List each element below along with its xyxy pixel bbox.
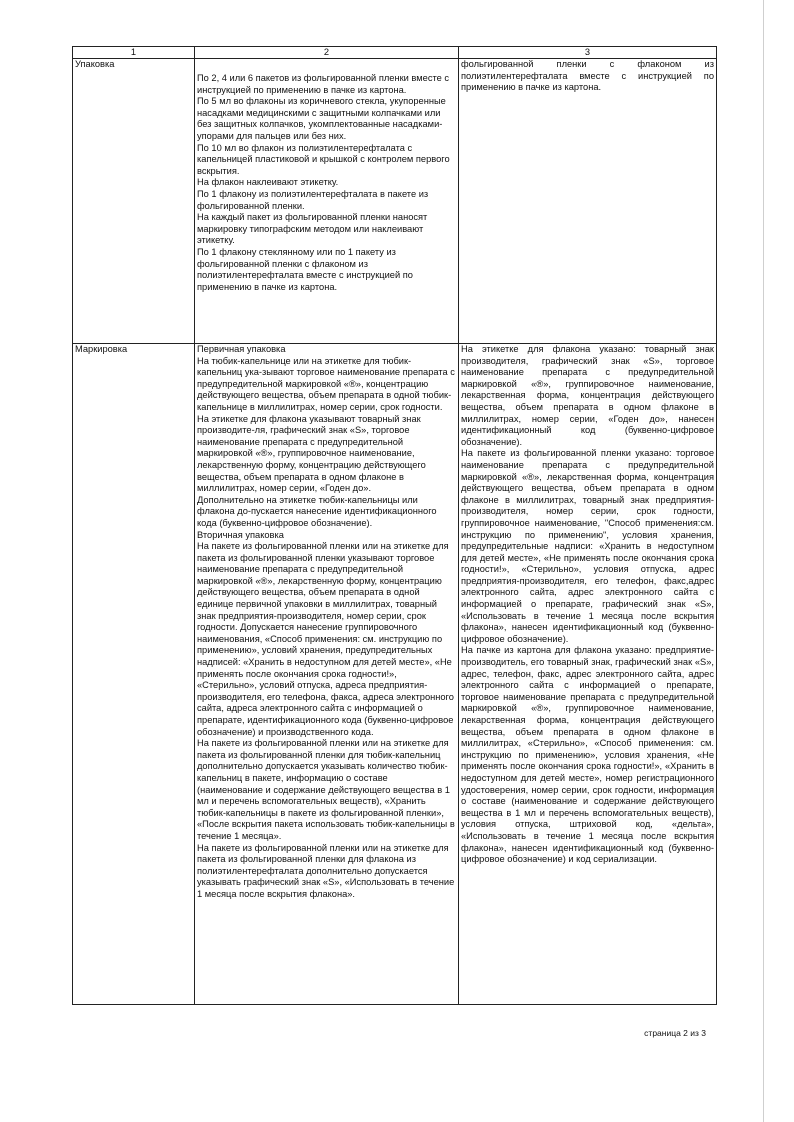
page-number: страница 2 из 3 [644,1028,706,1038]
paragraph: На пакете из фольгированной пленки или на этикетке для пакета из фольгированной пленки указывают торговое наименование препарата с предупредительной маркировкой «®», лекарственную форму, концентрацию действующего вещества, объем препарата в одной единице первичной упаковки в миллилитрах, товарный знак предприятия-производителя, номер серии, срок годности. Допускается нанесение группировочного наименования, «Способ применения: см. инструкцию по применению», условий хранения, предупредительных надписей: «Хранить в недоступном для детей месте», «Не применять после окончания срока годности!», «Стерильно», условий отпуска, адреса предприятия-производителя, его телефона, факса, адреса электронного сайта, адреса электронного сайта с информацией о препарате, идентификационного кода (буквенно-цифровое обозначение) и производственного кода. [197,541,454,737]
scan-edge-line [763,0,764,1122]
paragraph: На каждый пакет из фольгированной пленки наносят маркировку типографским методом или наклеивают этикетку. [197,212,428,246]
table-header-row [73,47,717,59]
table-row-marking [73,344,717,1005]
marking-actual-cell [459,344,717,1005]
packaging-description-cell [195,59,459,344]
paragraph: фольгированной пленки с флаконом из полиэтилентерефталата вместе с инструкцией по применению в пачке из картона. [461,59,714,93]
column-header-1: 1 [73,47,195,59]
paragraph: По 1 флакону стеклянному или по 1 пакету из фольгированной пленки с флаконом из полиэтилентерефталата вместе с инструкцией по применению в пачке из картона. [197,246,413,292]
paragraph: На пакете из фольгированной пленки или на этикетке для пакета из фольгированной пленки для флакона из полиэтилентерефталата дополнительно допускается указывать графический знак «S», «Использовать в течение 1 месяца после вскрытия флакона». [197,842,455,899]
paragraph: На этикетке для флакона указывают товарный знак производите-ля, графический знак «S», торговое наименование препарата с предупредительной маркировкой «®», группировочное наименование, лекарственную форму, концентрацию действующего вещества, объем препарата в одном флаконе в миллилитрах, номер серии, «Годен до». [197,413,426,494]
paragraph: Дополнительно на этикетке тюбик-капельницы или флакона до-пускается нанесение идентификационного кода (буквенно-цифровое обозначение). [197,494,437,528]
row-label: Упаковка [73,59,195,344]
marking-description-cell [195,344,459,1005]
subheading: Вторичная упаковка [197,529,284,540]
column-header-3: 3 [459,47,717,59]
paragraph: По 1 флакону из полиэтилентерефталата в пакете из фольгированной пленки. [197,188,429,211]
subheading: Первичная упаковка [197,344,286,354]
document-table [72,46,717,1005]
paragraph: На тюбик-капельнице или на этикетке для тюбик-капельниц ука-зывают торговое наименование препарата с предупредительной маркировкой «®», концентрацию действующего вещества, объем препарата в одной тюбик-капельнице в миллилитрах, номер серии, срок годности. [197,355,455,412]
paragraph: На пакете из фольгированной пленки или на этикетке для пакета из фольгированной пленки для тюбик-капельниц дополнительно допускается указывать количество тюбик-капельниц в пакете, информацию о составе (наименование и содержание действующего вещества в 1 мл и перечень вспомогательных веществ), «Хранить тюбик-капельницы в пакете из фольгированной пленки», «После вскрытия пакета использовать тюбик-капельницы в течение 1 месяца». [197,738,455,841]
paragraph: На этикетке для флакона указано: товарный знак производителя, графический знак «S», торговое наименование препарата с предупредительной маркировкой «®», группировочное наименование, лекарственная форма, концентрация действующего вещества, объем препарата в одном флаконе в миллилитрах, номер серии, «Годен до», нанесен идентификационный код (буквенно-цифровое обозначение). [461,344,714,447]
paragraph: По 10 мл во флакон из полиэтилентерефталата с капельницей пластиковой и крышкой с контролем первого вскрытия. [197,142,450,176]
paragraph: По 5 мл во флаконы из коричневого стекла, укупоренные насадками медицинскими с защитными колпачками или без защитных колпачков, укомплектованные насадками-упорами для пальцев или без них. [197,96,446,141]
row-label: Маркировка [73,344,195,1005]
table-row-packaging [73,59,717,344]
packaging-actual-cell [459,59,717,344]
paragraph: На пакете из фольгированной пленки указано: торговое наименование препарата с предупредительной маркировкой «®», лекарственная форма, концентрация действующего вещества, объем препарата в одном флаконе в миллилитрах, товарный знак предприятия-производителя, номер серии, срок годности, группировочное наименование, "Способ применения:см. инструкцию по применению", условия хранения, предупредительные надписи: «Хранить в недоступном для детей месте», «Не применять после окончания срока годности!», «Стерильно», условия отпуска, адрес предприятия-производителя, его телефон, факс,адрес электронного сайта, адрес электронного сайта с информацией о препарате, графический знак «S», «Использовать в течение 1 месяца после вскрытия флакона», нанесен идентификационный код (буквенно-цифровое обозначение). [461,448,714,644]
paragraph: На флакон наклеивают этикетку. [197,177,339,188]
paragraph: На пачке из картона для флакона указано: предприятие-производитель, его товарный знак, графический знак «S», адрес, телефон, факс, адрес электронного сайта, адрес электронного сайта с информацией о препарате, торговое наименование препарата с предупредительной маркировкой «®», группировочное наименование, лекарственная форма, концентрация действующего вещества, объем препарата в одном флаконе в миллилитрах, «Стерильно», «Способ применения: см. инструкцию по применению», условия хранения, «Не применять после окончания срока годности!», «Хранить в недоступном для детей месте», номер регистрационного удостоверения, номер серии, срок годности, информация о составе (наименование и содержание действующего вещества в 1 мл и перечень вспомогательных веществ), условия отпуска, штриховой код, «дельта», «Использовать в течение 1 месяца после вскрытия флакона», нанесен идентификационный код (буквенно-цифровое обозначение) и код сериализации. [461,645,714,865]
paragraph: По 2, 4 или 6 пакетов из фольгированной пленки вместе с инструкцией по применению в пачке из картона. [197,73,450,95]
column-header-2: 2 [195,47,459,59]
